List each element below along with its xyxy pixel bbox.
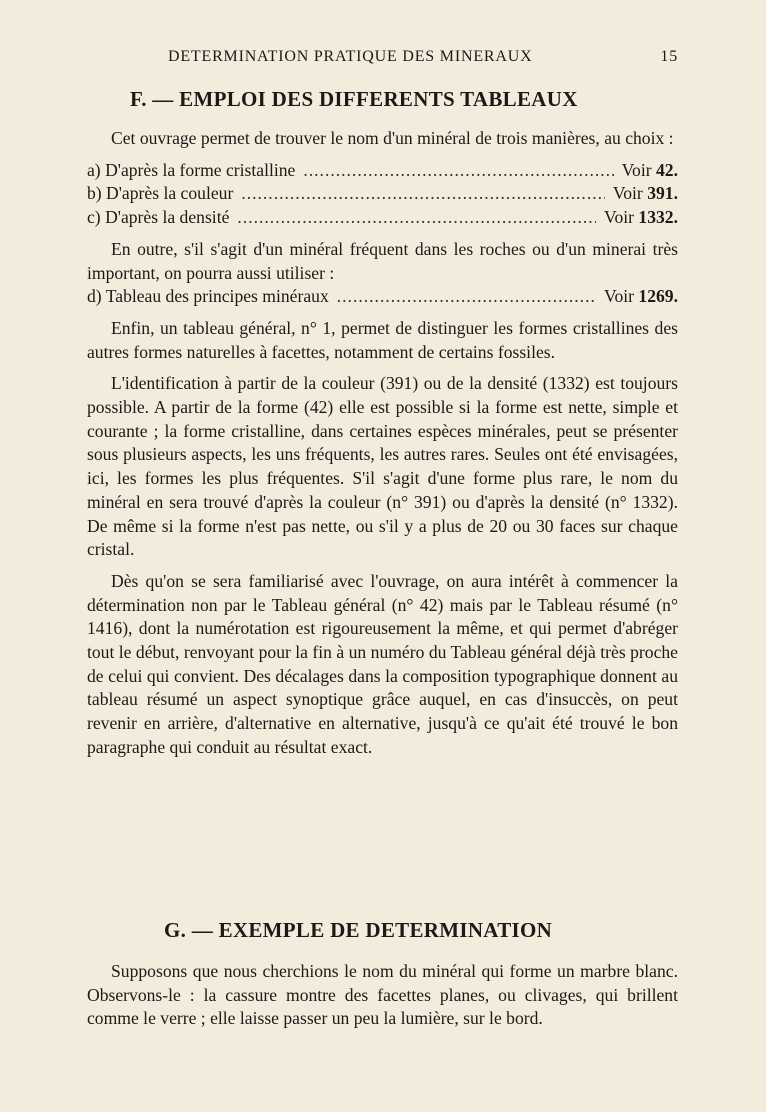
section-g-heading: G. — EXEMPLE DE DETERMINATION <box>164 918 553 942</box>
running-title: DETERMINATION PRATIQUE DES MINERAUX <box>168 48 533 65</box>
enfin-paragraph: Enfin, un tableau général, n° 1, permet de distinguer les formes cristallines des autres formes naturelles à facettes, notamment de certains fossiles. <box>87 317 678 362</box>
section-f-heading: F. — EMPLOI DES DIFFERENTS TABLEAUX <box>130 87 578 111</box>
list-item <box>87 159 678 183</box>
list-item-label: b) D'après la couleur <box>87 183 234 204</box>
supposons-paragraph: Supposons que nous cherchions le nom du minéral qui forme un marbre blanc. Observons-le : la cassure montre des facettes planes, ou clivages, qui brillent comme le verre ; elle laisse passer un peu la lumière, sur le bord. <box>87 961 678 1029</box>
list-item-label: c) D'après la densité <box>87 207 230 228</box>
dot-leader <box>303 159 613 183</box>
section-g-body <box>87 960 678 1039</box>
section-f-body <box>87 127 678 768</box>
outre-paragraph: En outre, s'il s'agit d'un minéral fréquent dans les roches ou d'un minerai très important, on pourra aussi utiliser : <box>87 238 678 283</box>
dot-leader <box>241 182 605 206</box>
list-item <box>87 285 678 309</box>
dot-leader <box>337 285 596 309</box>
list-item-ref: Voir 42. <box>621 159 678 180</box>
list-item-ref: Voir 391. <box>612 183 678 204</box>
list-item-ref: Voir 1332. <box>604 207 678 228</box>
reference-list <box>87 159 678 230</box>
intro-paragraph: Cet ouvrage permet de trouver le nom d'un minéral de trois manières, au choix : <box>111 128 674 148</box>
list-item <box>87 206 678 230</box>
page-number: 15 <box>660 48 678 65</box>
list-item <box>87 182 678 206</box>
identification-paragraph: L'identification à partir de la couleur (391) ou de la densité (1332) est toujours possible. A partir de la forme (42) elle est possible si la forme est nette, simple et courante ; la forme cristalline, dans certaines espèces minérales, peut se présenter sous plusieurs aspects, les uns fréquents, les autres rares. Seules ont été envisagées, ici, les formes les plus fréquentes. S'il s'agit d'une forme plus rare, le nom du minéral en sera trouvé d'après la couleur (n° 391) ou d'après la densité (n° 1332). De même si la forme n'est pas nette, ou s'il y a plus de 20 ou 30 faces sur chaque cristal. <box>87 373 678 560</box>
des-quon-paragraph: Dès qu'on se sera familiarisé avec l'ouvrage, on aura intérêt à commencer la détermination non par le Tableau général (n° 42) mais par le Tableau résumé (n° 1416), dont la numérotation est rigoureusement la même, et qui permet d'abréger tout le début, renvoyant pour la fin à un numéro du Tableau général déjà très proche de celui qui convient. Des décalages dans la composition typographique donnent au tableau résumé un aspect synoptique grâce auquel, en cas d'insuccès, on peut revenir en arrière, d'alternative en alternative, jusqu'à ce qu'ait été trouvé le bon paragraphe qui conduit au résultat exact. <box>87 570 678 757</box>
list-item-ref: Voir 1269. <box>604 286 678 307</box>
list-item-label: a) D'après la forme cristalline <box>87 159 296 180</box>
dot-leader <box>237 206 596 230</box>
list-item-label: d) Tableau des principes minéraux <box>87 286 329 307</box>
